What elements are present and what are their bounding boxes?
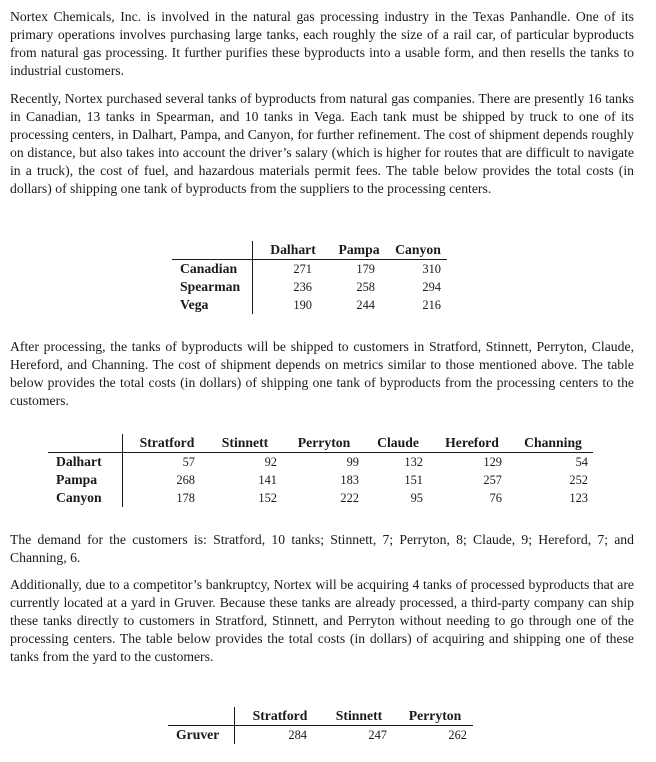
table-cell: 268 xyxy=(176,473,195,487)
column-header: Stratford xyxy=(123,434,208,453)
table-cell: 99 xyxy=(346,455,359,469)
table-cell: 179 xyxy=(356,262,375,276)
table-cell: 190 xyxy=(293,298,312,312)
table-cell: 92 xyxy=(264,455,277,469)
table-cell: 252 xyxy=(569,473,588,487)
table-cell: 236 xyxy=(293,280,312,294)
column-header: Perryton xyxy=(397,707,473,726)
table-row xyxy=(172,260,447,279)
row-label: Spearman xyxy=(172,278,253,296)
column-header: Claude xyxy=(365,434,431,453)
table-header-row xyxy=(48,434,593,453)
table-cell: 244 xyxy=(356,298,375,312)
table-cell: 132 xyxy=(404,455,423,469)
column-header: Dalhart xyxy=(253,241,330,260)
table-cell: 76 xyxy=(489,491,502,505)
table-cell: 247 xyxy=(368,728,387,742)
gruver-to-customer-cost-table xyxy=(168,707,473,744)
table-cell: 271 xyxy=(293,262,312,276)
row-label: Dalhart xyxy=(48,453,123,472)
table-cell: 216 xyxy=(422,298,441,312)
table-cell: 257 xyxy=(483,473,502,487)
table-cell: 262 xyxy=(448,728,467,742)
table-row xyxy=(48,471,593,489)
table-row xyxy=(168,726,473,745)
table-corner-cell xyxy=(48,434,123,453)
table-header-row xyxy=(172,241,447,260)
table-cell: 54 xyxy=(575,455,588,469)
table-cell: 151 xyxy=(404,473,423,487)
table-row xyxy=(48,489,593,507)
column-header: Channing xyxy=(513,434,593,453)
table-cell: 141 xyxy=(258,473,277,487)
row-label: Pampa xyxy=(48,471,123,489)
table-header-row xyxy=(168,707,473,726)
table-corner-cell xyxy=(172,241,253,260)
row-label: Vega xyxy=(172,296,253,314)
demand-paragraph: The demand for the customers is: Stratford, 10 tanks; Stinnett, 7; Perryton, 8; Claude, 9; Hereford, 7; and Channing, 6. xyxy=(10,532,634,565)
table-row xyxy=(172,278,447,296)
intro-paragraph: Nortex Chemicals, Inc. is involved in the natural gas processing industry in the Texas Panhandle. One of its primary operations involves purchasing large tanks, each roughly the size of a rail car, of particular byproducts from natural gas processing. It further purifies these byproducts into a usable form, and then resells the tanks to industrial customers. xyxy=(10,9,634,78)
column-header: Pampa xyxy=(329,241,389,260)
column-header: Stinnett xyxy=(207,434,283,453)
column-header: Hereford xyxy=(431,434,513,453)
table-cell: 123 xyxy=(569,491,588,505)
suppliers-paragraph: Recently, Nortex purchased several tanks of byproducts from natural gas companies. There are presently 16 tanks in Canadian, 13 tanks in Spearman, and 10 tanks in Vega. Each tank must be shipped by truck to one of its processing centers, in Dalhart, Pampa, and Canyon, for further refinement. The cost of shipment depends roughly on distance, but also takes into account the driver’s salary (which is higher for routes that are difficult to navigate in a truck), the cost of fuel, and hazardous materials permit fees. The table below provides the total costs (in dollars) of shipping one tank of byproducts from the suppliers to the processing centers. xyxy=(10,91,634,196)
table-cell: 95 xyxy=(410,491,423,505)
processing-paragraph: After processing, the tanks of byproducts will be shipped to customers in Stratford, Stinnett, Perryton, Claude, Hereford, and Channing. The cost of shipment depends on metrics similar to those mentioned above. The table below provides the total costs (in dollars) of shipping one tank of byproducts from the processing centers to the customers. xyxy=(10,339,634,408)
supplier-to-center-cost-table xyxy=(172,241,447,314)
row-label: Gruver xyxy=(168,726,235,745)
table-cell: 57 xyxy=(182,455,195,469)
center-to-customer-cost-table xyxy=(48,434,593,507)
table-cell: 129 xyxy=(483,455,502,469)
table-cell: 284 xyxy=(288,728,307,742)
gruver-paragraph: Additionally, due to a competitor’s bankruptcy, Nortex will be acquiring 4 tanks of processed byproducts that are currently located at a yard in Gruver. Because these tanks are already processed, a third-party company can ship these tanks directly to customers in Stratford, Stinnett, and Perryton without needing to go through one of the processing centers. The table below provides the total costs (in dollars) of acquiring and shipping one of these tanks from the yard to the customers. xyxy=(10,577,634,664)
column-header: Stratford xyxy=(235,707,322,726)
table-cell: 222 xyxy=(340,491,359,505)
table-cell: 258 xyxy=(356,280,375,294)
table-cell: 152 xyxy=(258,491,277,505)
table-corner-cell xyxy=(168,707,235,726)
table-cell: 294 xyxy=(422,280,441,294)
row-label: Canyon xyxy=(48,489,123,507)
table-cell: 178 xyxy=(176,491,195,505)
column-header: Perryton xyxy=(283,434,365,453)
table-row xyxy=(48,453,593,472)
table-row xyxy=(172,296,447,314)
column-header: Stinnett xyxy=(321,707,397,726)
table-cell: 310 xyxy=(422,262,441,276)
row-label: Canadian xyxy=(172,260,253,279)
table-cell: 183 xyxy=(340,473,359,487)
column-header: Canyon xyxy=(389,241,447,260)
